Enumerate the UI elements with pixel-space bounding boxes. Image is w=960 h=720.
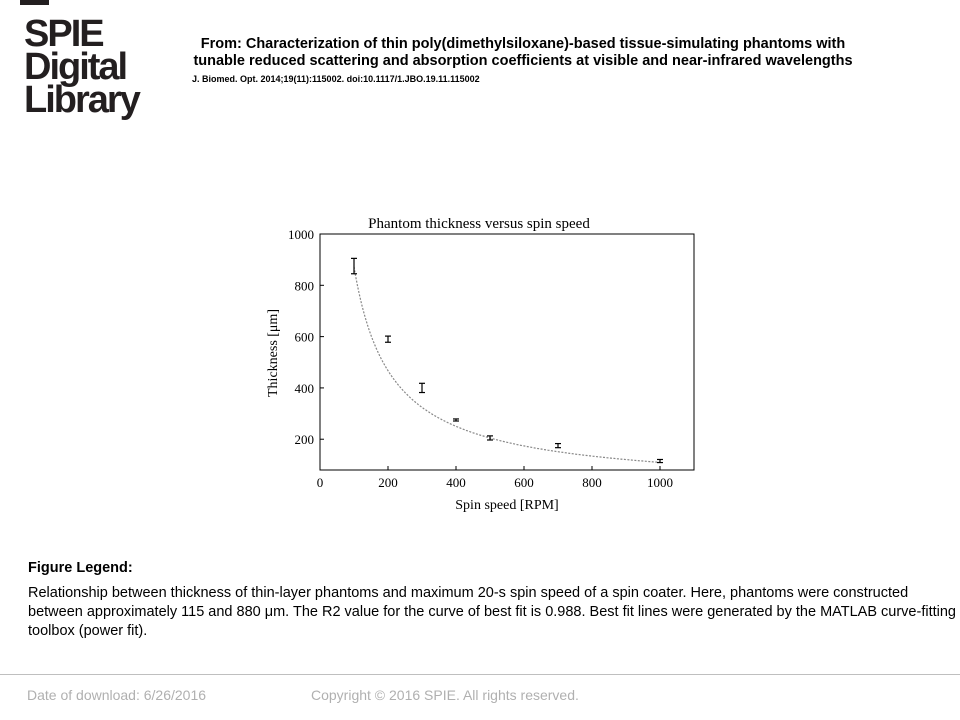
figure-legend-title: Figure Legend:	[28, 560, 133, 576]
top-accent-bar	[20, 0, 49, 5]
y-tick-label: 600	[294, 329, 314, 345]
download-date: Date of download: 6/26/2016	[27, 687, 207, 703]
y-tick-label: 1000	[288, 227, 314, 242]
data-points	[351, 258, 663, 462]
x-tick-label: 600	[514, 475, 534, 490]
chart-axes	[288, 227, 694, 490]
data-point	[555, 444, 561, 448]
data-point	[453, 419, 459, 421]
x-axis-label: Spin speed [RPM]	[455, 498, 559, 513]
article-title: From: Characterization of thin poly(dimethylsiloxane)-based tissue-simulating phantoms with tunable reduced scattering and absorption coefficients at visible and near-infrared wavelengths	[193, 36, 853, 69]
logo-line-spie: SPIE	[24, 13, 103, 55]
y-axis-label: Thickness [μm]	[266, 309, 281, 397]
y-tick-label: 200	[294, 432, 314, 448]
data-point	[657, 459, 663, 462]
data-point	[487, 436, 493, 440]
article-citation: J. Biomed. Opt. 2014;19(11):115002. doi:10.1117/1.JBO.19.11.115002	[192, 74, 480, 84]
thickness-vs-speed-chart	[250, 205, 710, 525]
data-point	[419, 383, 425, 392]
data-point	[351, 258, 357, 273]
spie-digital-library-logo	[24, 13, 154, 121]
x-tick-label: 800	[582, 475, 602, 490]
x-tick-label: 0	[316, 475, 324, 490]
logo-line-digital: Digital	[24, 46, 127, 88]
x-tick-label: 400	[446, 475, 466, 490]
footer-divider	[0, 674, 960, 675]
data-point	[385, 336, 391, 342]
copyright-notice: Copyright © 2016 SPIE. All rights reserved.	[311, 687, 579, 703]
x-tick-label: 1000	[647, 475, 673, 490]
figure-legend-text: Relationship between thickness of thin-layer phantoms and maximum 20-s spin speed of a spin coater. Here, phantoms were constructed between approximately 115 and 880 μm. The R2 value for the curve of best fit is 0.988. Best fit lines were generated by the MATLAB curve-fitting toolbox (power fit).	[28, 585, 956, 639]
chart-title: Phantom thickness versus spin speed	[368, 216, 590, 232]
power-fit-curve	[354, 267, 660, 463]
plot-frame	[320, 234, 694, 470]
y-tick-label: 800	[294, 278, 314, 294]
x-tick-label: 200	[378, 475, 398, 490]
logo-line-library: Library	[24, 79, 139, 121]
y-tick-label: 400	[294, 380, 314, 396]
